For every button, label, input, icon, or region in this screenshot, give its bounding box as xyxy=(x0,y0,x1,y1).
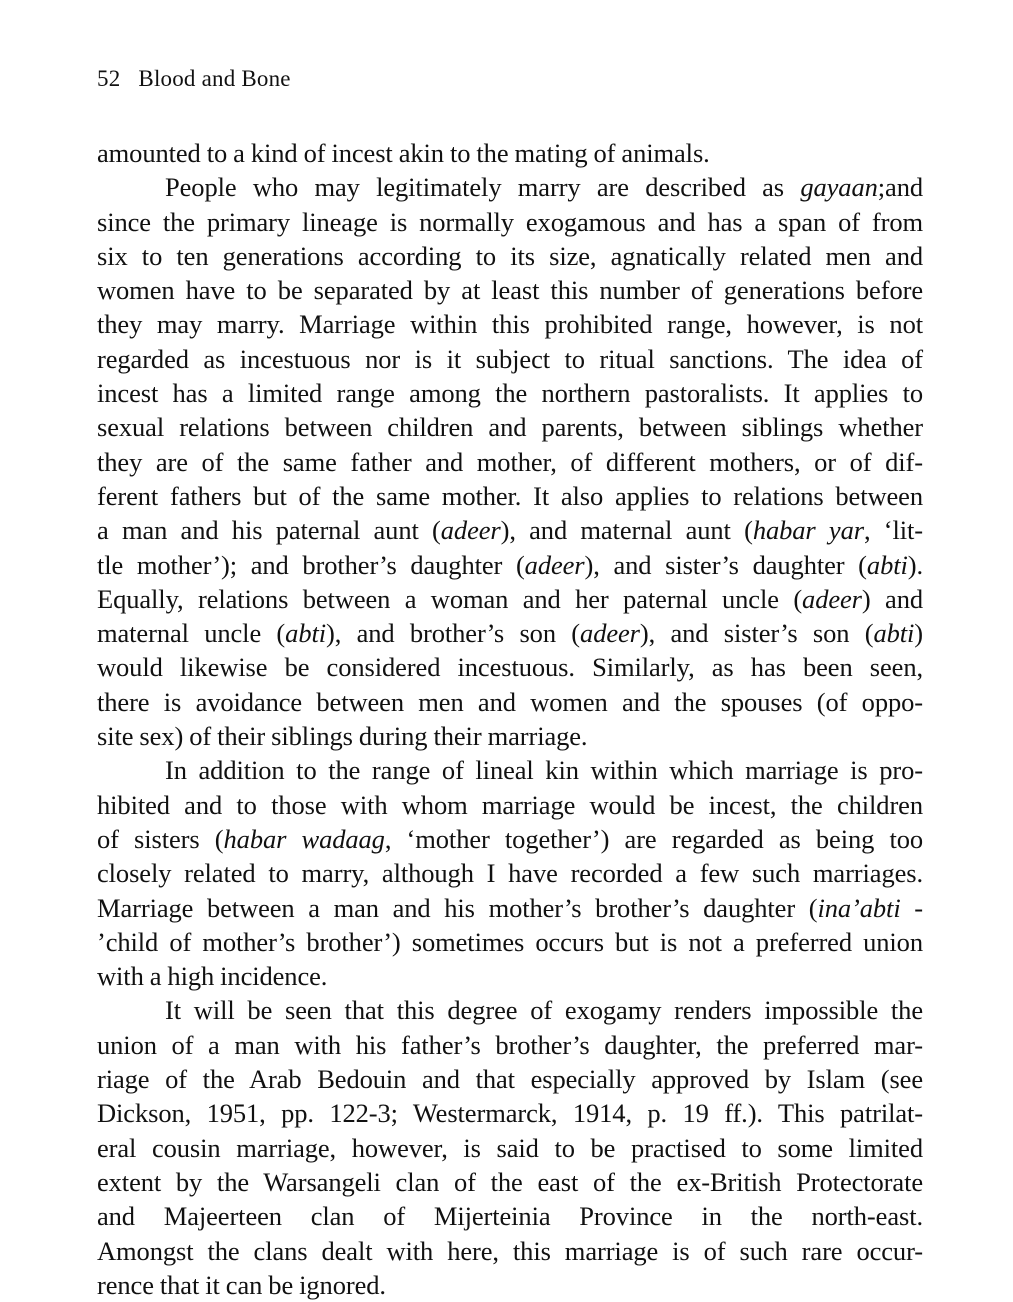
text-line xyxy=(97,376,923,410)
text-run: of sisters ( xyxy=(97,823,224,854)
text-line xyxy=(97,582,923,616)
text-line xyxy=(97,1268,923,1302)
text-line xyxy=(97,513,923,547)
text-run: maternal uncle ( xyxy=(97,618,286,649)
text-run: with a high incidence. xyxy=(97,961,328,992)
text-line xyxy=(97,959,923,993)
text-run: eral cousin marriage, however, is said to be practised to some limited xyxy=(97,1132,923,1163)
text-line xyxy=(97,1028,923,1062)
text-line xyxy=(97,205,923,239)
text-run: ) and xyxy=(861,583,923,614)
text-line xyxy=(97,856,923,890)
italic-term: abti xyxy=(873,618,915,649)
text-run: women have to be separated by at least this number of generations before xyxy=(97,275,923,306)
text-line xyxy=(97,616,923,650)
text-run: Dickson, 1951, pp. 122-3; Westermarck, 1914, p. 19 ff.). This patrilat- xyxy=(97,1098,923,1129)
text-run: People who may legitimately marry are described as xyxy=(165,172,801,203)
text-run: extent by the Warsangeli clan of the east of the ex-British Protectorate xyxy=(97,1166,923,1197)
italic-term: abti xyxy=(866,549,908,580)
text-line xyxy=(97,170,923,204)
text-run: Marriage between a man and his mother’s brother’s daughter ( xyxy=(97,892,818,923)
text-line xyxy=(97,136,923,170)
text-run: regarded as incestuous nor is it subject to ritual sanctions. The idea of xyxy=(97,343,923,374)
italic-term: adeer xyxy=(802,583,862,614)
text-line xyxy=(97,273,923,307)
text-run: union of a man with his father’s brother’s daughter, the preferred mar- xyxy=(97,1029,923,1060)
text-line xyxy=(97,788,923,822)
text-line xyxy=(97,993,923,1027)
text-line xyxy=(97,719,923,753)
text-run: ’child of mother’s brother’) sometimes occurs but is not a preferred union xyxy=(97,926,923,957)
text-run: ), and maternal aunt ( xyxy=(500,515,753,546)
text-run: incest has a limited range among the northern pastoralists. It applies to xyxy=(97,378,923,409)
text-line xyxy=(97,410,923,444)
italic-term: habar wadaag xyxy=(223,823,385,854)
text-run: ). xyxy=(907,549,923,580)
text-run: ferent fathers but of the same mother. It also applies to relations between xyxy=(97,480,923,511)
text-line xyxy=(97,753,923,787)
italic-term: adeer xyxy=(440,515,501,546)
text-run: tle mother’); and brother’s daughter ( xyxy=(97,549,525,580)
text-line xyxy=(97,1096,923,1130)
text-run: they may marry. Marriage within this prohibited range, however, is not xyxy=(97,309,923,340)
italic-term: ina’abti xyxy=(817,892,901,923)
text-run: would likewise be considered incestuous. Similarly, as has been seen, xyxy=(97,652,923,683)
text-line xyxy=(97,1062,923,1096)
text-run: ), and sister’s son ( xyxy=(639,618,874,649)
text-run: sexual relations between children and parents, between siblings whether xyxy=(97,412,923,443)
italic-term: habar yar xyxy=(752,515,864,546)
italic-term: gayaan xyxy=(800,172,878,203)
text-line xyxy=(97,650,923,684)
text-line xyxy=(97,1131,923,1165)
text-run: ) xyxy=(914,618,923,649)
text-run: - xyxy=(900,892,924,923)
body-text xyxy=(97,136,923,1302)
text-run: closely related to marry, although I have recorded a few such marriages. xyxy=(97,858,923,889)
text-line xyxy=(97,445,923,479)
book-title: Blood and Bone xyxy=(138,66,291,91)
text-line xyxy=(97,1165,923,1199)
text-line xyxy=(97,342,923,376)
running-head xyxy=(97,66,291,92)
text-run: , ‘mother together’) are regarded as being too xyxy=(384,823,924,854)
text-run: there is avoidance between men and women and the spouses (of oppo- xyxy=(97,686,923,717)
text-run: ), and brother’s son ( xyxy=(326,618,581,649)
italic-term: adeer xyxy=(580,618,640,649)
text-run: rence that it can be ignored. xyxy=(97,1269,386,1300)
text-run: a man and his paternal aunt ( xyxy=(97,515,441,546)
text-line xyxy=(97,891,923,925)
text-run: hibited and to those with whom marriage would be incest, the children xyxy=(97,789,923,820)
text-line xyxy=(97,925,923,959)
text-line xyxy=(97,307,923,341)
text-line xyxy=(97,1234,923,1268)
text-line xyxy=(97,685,923,719)
text-run: ;and xyxy=(877,172,923,203)
italic-term: abti xyxy=(285,618,326,649)
text-run: riage of the Arab Bedouin and that especially approved by Islam (see xyxy=(97,1064,923,1095)
text-run: ), and sister’s daughter ( xyxy=(584,549,867,580)
text-line xyxy=(97,1199,923,1233)
text-line xyxy=(97,239,923,273)
text-run: they are of the same father and mother, of different mothers, or of dif- xyxy=(97,446,923,477)
text-line xyxy=(97,822,923,856)
text-run: It will be seen that this degree of exogamy renders impossible the xyxy=(165,995,923,1026)
text-run: , ‘lit- xyxy=(863,515,923,546)
text-run: Amongst the clans dealt with here, this marriage is of such rare occur- xyxy=(97,1235,923,1266)
text-run: In addition to the range of lineal kin within which marriage is pro- xyxy=(165,755,923,786)
text-run: amounted to a kind of incest akin to the mating of animals. xyxy=(97,138,710,168)
text-run: and Majeerteen clan of Mijerteinia Province in the north-east. xyxy=(97,1201,923,1232)
page-number: 52 xyxy=(97,66,121,91)
text-run: Equally, relations between a woman and her paternal uncle ( xyxy=(97,583,803,614)
text-line xyxy=(97,548,923,582)
text-run: site sex) of their siblings during their marriage. xyxy=(97,721,588,752)
italic-term: adeer xyxy=(524,549,585,580)
text-line xyxy=(97,479,923,513)
text-run: since the primary lineage is normally exogamous and has a span of from xyxy=(97,206,923,237)
text-run: six to ten generations according to its size, agnatically related men and xyxy=(97,240,923,271)
